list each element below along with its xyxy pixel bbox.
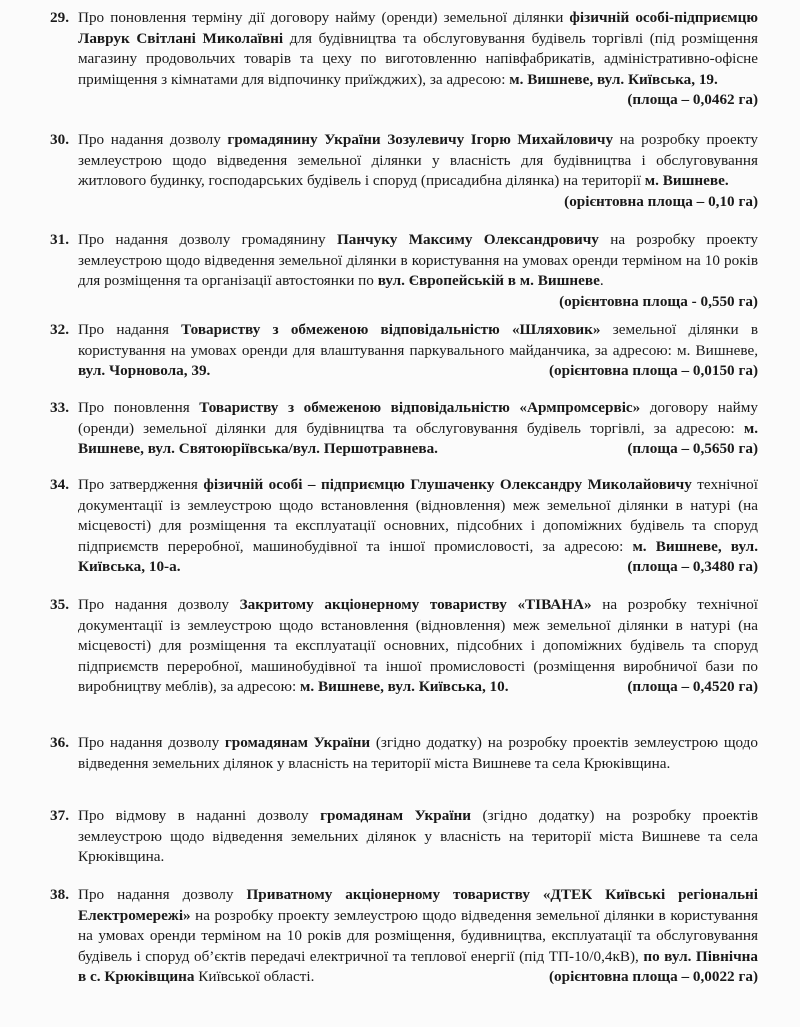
text: Про відмову в наданні дозволу	[78, 807, 321, 824]
bold-text: Приватному акціонерному товариству «ДТЕК Київські регіональні Електромережі»	[78, 886, 758, 924]
bold-text: вул. Європейській в м. Вишневе	[377, 272, 600, 289]
text: на розробку проекту землеустрою щодо відведення земельної ділянки у власність для будівництва і обслуговування житлового будинку, господарських будівель і споруд (присадибна ділянка) на території	[78, 131, 758, 189]
item-text	[78, 595, 758, 698]
text: земельної ділянки в користування на умовах оренди для влаштування паркувального майданчика, за адресою: м. Вишневе,	[78, 321, 759, 359]
text: для будівництва та обслуговування будівель торгівлі (під розміщення магазину продовольчих товарів та цеху по виготовленню напівфабрикатів, адміністративно-офісне приміщення з кімнатами для відпочинку приїжджих), за адресою:	[78, 29, 758, 88]
item-number: 33.	[50, 399, 69, 416]
text: договору найму (оренди) земельної ділянки для будівництва та обслуговування будівель торгівлі, за адресою:	[78, 399, 758, 437]
list-item	[50, 230, 758, 312]
list-item	[50, 320, 758, 382]
text: Про надання дозволу	[78, 734, 225, 751]
item-text	[78, 733, 758, 774]
bold-text: фізичній особі – підприємцю Глушаченку Олександру Миколайовичу	[203, 476, 692, 493]
list-item	[50, 595, 758, 698]
area-value: (орієнтовна площа – 0,10 га)	[564, 192, 758, 210]
area-value: (орієнтовна площа – 0,0022 га)	[548, 968, 758, 985]
item-text	[78, 130, 758, 210]
text: .	[599, 272, 604, 289]
item-text	[78, 885, 758, 988]
bold-text: Товариству з обмеженою відповідальністю «Армпромсервіс»	[199, 399, 641, 416]
area-value: (площа – 0,4520 га)	[627, 678, 758, 695]
bold-text: по вул. Північна в с. Крюківщина	[78, 947, 758, 985]
item-number: 35.	[50, 596, 69, 613]
bold-text: м. Вишневе.	[644, 172, 729, 189]
item-number: 32.	[50, 321, 69, 338]
text: на розробку проекту землеустрою щодо відведення земельної ділянки в користування на умовах оренди терміном на 10 років для розміщення, будивництва, експлуатації та обслуговування будівель і споруд об’єктів передачі електричної та теплової енергії (під ТП-10/0,4кВ),	[78, 906, 758, 965]
item-number: 37.	[50, 807, 69, 824]
item-text	[78, 398, 758, 460]
item-text	[78, 806, 758, 868]
item-number: 38.	[50, 886, 69, 903]
bold-text: громадянину України Зозулевичу Ігорю Михайловичу	[227, 131, 614, 148]
text: (згідно додатку) на розробку проектів землеустрою щодо відведення земельних ділянок у власність на території міста Вишневе та села Крюківщина.	[78, 734, 759, 772]
text: Про надання	[78, 321, 182, 338]
item-number: 29.	[50, 9, 69, 26]
list-item	[50, 806, 758, 868]
text: технічної документації із землеустрою щодо встановлення (відновлення) меж земельної ділянки в натурі (на місцевості) для розміщення та експлуатації основних, підсобних і допоміжних будівель та споруд підприємств переробної, машинобудівної та іншої промисловості, за адресою:	[78, 476, 758, 555]
item-text	[78, 475, 758, 578]
bold-text: громадянам України	[320, 807, 472, 824]
bold-text: громадянам України	[224, 734, 371, 751]
bold-text: Товариству з обмеженою відповідальністю «Шляховик»	[181, 321, 601, 338]
list-item	[50, 475, 758, 578]
bold-text: вул. Чорновола, 39.	[78, 362, 211, 379]
bold-text: м. Вишневе, вул. Київська, 10-а.	[78, 537, 758, 575]
bold-text: фізичній особі-підприємцю Лаврук Світлані Миколаївні	[78, 9, 758, 47]
text: Про надання дозволу	[78, 886, 247, 903]
bold-text: м. Вишневе, вул. Київська, 10.	[300, 678, 509, 695]
text: Про надання дозволу громадянину	[78, 231, 337, 248]
item-text	[78, 8, 758, 108]
item-number: 34.	[50, 476, 69, 493]
area-value: (площа – 0,3480 га)	[627, 558, 758, 575]
list-item	[50, 398, 758, 460]
text: на розробку проекту землеустрою щодо відведення земельної ділянки в користування на умовах оренди терміном на 10 років для розміщення та організації автостоянки по	[78, 231, 758, 289]
bold-text: Панчуку Максиму Олександровичу	[336, 231, 599, 248]
item-number: 31.	[50, 231, 69, 248]
list-item	[50, 885, 758, 988]
item-text	[78, 230, 758, 310]
text: Київської області.	[194, 968, 315, 985]
text: Про надання дозволу	[78, 131, 228, 148]
bold-text: м. Вишневе, вул. Київська, 19.	[509, 70, 718, 88]
item-text	[78, 320, 758, 382]
bold-text: Закритому акціонерному товариству «ТІВАНА»	[239, 596, 592, 613]
area-value: (орієнтовна площа – 0,0150 га)	[548, 362, 758, 379]
text: Про поновлення терміну дії договору найму (оренди) земельної ділянки	[78, 9, 564, 26]
area-value: (орієнтовна площа - 0,550 га)	[559, 292, 758, 310]
text: Про поновлення	[78, 399, 200, 416]
list-item	[50, 130, 758, 212]
text: (згідно додатку) на розробку проектів землеустрою щодо відведення земельних ділянок у власність на території міста Вишневе та села Крюківщина.	[78, 807, 758, 865]
area-value: (площа – 0,0462 га)	[627, 91, 758, 108]
text: Про затвердження	[78, 476, 204, 493]
bold-text: м. Вишневе, вул. Святоюріївська/вул. Першотравнева.	[78, 419, 758, 457]
text: Про надання дозволу	[78, 596, 240, 613]
item-number: 36.	[50, 734, 69, 751]
area-value: (площа – 0,5650 га)	[627, 440, 758, 457]
list-item	[50, 8, 758, 111]
list-item	[50, 733, 758, 774]
item-number: 30.	[50, 131, 69, 148]
text: на розробку технічної документації із землеустрою щодо встановлення (відновлення) меж земельної ділянки в натурі (на місцевості) для розміщення та експлуатації основних, підсобних і допоміжних будівель та споруд підприємств переробної, машинобудівної та іншої промисловості (розміщення виробничої бази по виробництву меблів), за адресою:	[78, 596, 759, 695]
